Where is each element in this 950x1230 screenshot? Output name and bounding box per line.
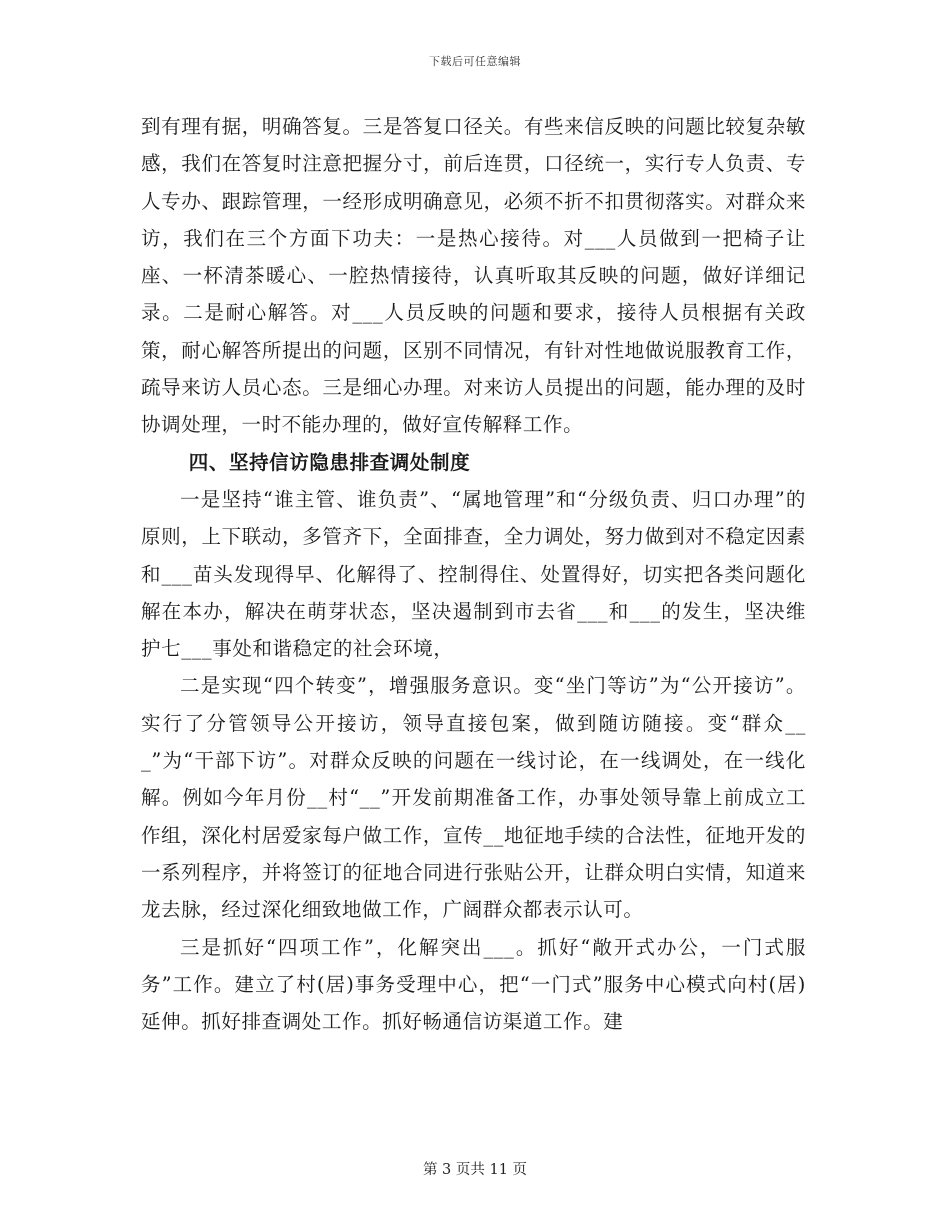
paragraph-point-3: 三是抓好“四项工作”，化解突出___。抓好“敞开式办公，一门式服务”工作。建立了村(居)事务受理中心，把“一门式”服务中心模式向村(居)延伸。抓好排查调处工作。抓好畅通信访渠道工作。建 xyxy=(141,935,806,1034)
paragraph-letters-visits: 到有理有据，明确答复。三是答复口径关。有些来信反映的问题比较复杂敏感，我们在答复时注意把握分寸，前后连贯，口径统一，实行专人负责、专人专办、跟踪管理，一经形成明确意见，必须不折不扣贯彻落实。对群众来访，我们在三个方面下功夫：一是热心接待。对___人员做到一把椅子让座、一杯清茶暖心、一腔热情接待，认真听取其反映的问题，做好详细记录。二是耐心解答。对___人员反映的问题和要求，接待人员根据有关政策，耐心解答所提出的问题，区别不同情况，有针对性地做说服教育工作，疏导来访人员心态。三是细心办理。对来访人员提出的问题，能办理的及时协调处理，一时不能办理的，做好宣传解释工作。 xyxy=(141,115,806,437)
section-heading-4: 四、坚持信访隐患排查调处制度 xyxy=(188,450,471,474)
paragraph-point-1: 一是坚持“谁主管、谁负责”、“属地管理”和“分级负责、归口办理”的原则，上下联动，多管齐下，全面排查，全力调处，努力做到对不稳定因素和___苗头发现得早、化解得了、控制得住、处置得好，切实把各类问题化解在本办，解决在萌芽状态，坚决遏制到市去省___和___的发生，坚决维护七___事处和谐稳定的社会环境， xyxy=(141,487,806,661)
page-number: 第 3 页共 11 页 xyxy=(422,1162,528,1178)
document-body xyxy=(141,108,806,1040)
paragraph-point-2: 二是实现“四个转变”，增强服务意识。变“坐门等访”为“公开接访”。实行了分管领导公开接访，领导直接包案，做到随访随接。变“群众___”为“干部下访”。对群众反映的问题在一线讨论，在一线调处，在一线化解。例如今年月份__村“__”开发前期准备工作，办事处领导靠上前成立工作组，深化村居爱家每户做工作，宣传__地征地手续的合法性，征地开发的一系列程序，并将签订的征地合同进行张贴公开，让群众明白实情，知道来龙去脉，经过深化细致地做工作，广阔群众都表示认可。 xyxy=(141,674,806,922)
header-note: 下载后可任意编辑 xyxy=(429,55,521,68)
